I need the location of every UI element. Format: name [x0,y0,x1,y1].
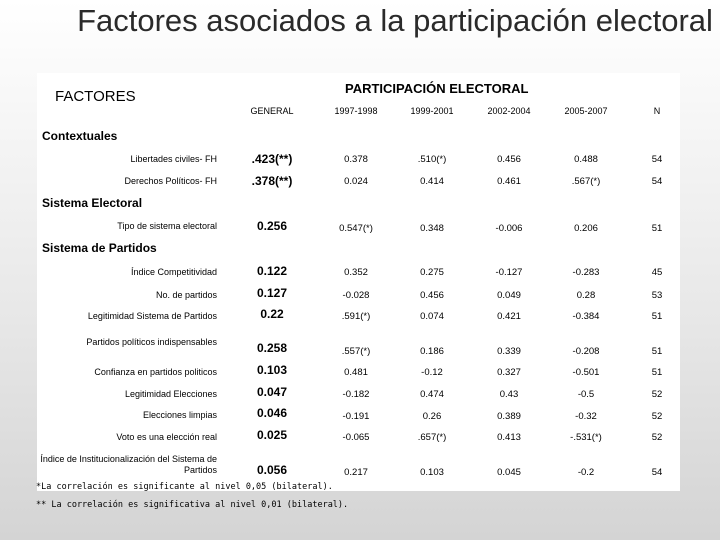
row-label: Voto es una elección real [116,432,217,442]
value-1997-1998: 0.352 [344,267,368,278]
value-2005-2007: 0.488 [574,154,598,165]
value-2005-2007: -0.2 [577,467,595,478]
value-2002-2004: 0.339 [497,346,521,357]
row-label: Índice de Institucionalización del Sistema de Partidos [40,454,217,475]
value-1999-2001: 0.074 [420,311,444,322]
value-n: 45 [651,267,663,278]
row-label: Confianza en partidos politicos [94,367,217,377]
value-n: 51 [651,311,663,322]
factores-header: FACTORES [55,88,136,105]
value-2005-2007: -0.384 [572,311,600,322]
value-1997-1998: 0.024 [344,176,368,187]
value-2002-2004: 0.421 [497,311,521,322]
footnote-significance-005: *La correlación es significante al nivel 0,05 (bilateral). [36,482,333,492]
participacion-header: PARTICIPACIÓN ELECTORAL [345,81,529,96]
value-2005-2007: 0.28 [576,290,596,301]
value-2002-2004: 0.456 [497,154,521,165]
col-header-1997-1998: 1997-1998 [334,106,378,116]
value-2005-2007: -.531(*) [570,432,602,443]
row-label: Elecciones limpias [142,410,217,420]
general-value: 0.046 [256,406,288,420]
value-2005-2007: -0.208 [572,346,600,357]
value-1997-1998: .557(*) [341,346,371,357]
general-value: 0.258 [256,341,288,355]
general-value: .378(**) [251,174,293,188]
value-n: 53 [651,290,663,301]
section-sistema-partidos: Sistema de Partidos [42,241,157,255]
value-n: 52 [651,411,663,422]
value-2005-2007: .567(*) [571,176,601,187]
value-2005-2007: -0.5 [577,389,595,400]
value-2005-2007: -0.32 [575,411,597,422]
general-value: 0.047 [256,385,288,399]
section-contextuales: Contextuales [42,129,118,143]
row-label: Libertades civiles- FH [130,154,217,164]
value-1997-1998: -0.182 [342,389,370,400]
value-2002-2004: 0.327 [497,367,521,378]
value-1997-1998: 0.547(*) [339,223,373,234]
col-header-1999-2001: 1999-2001 [410,106,454,116]
row-label: Legitimidad Sistema de Partidos [87,311,217,321]
col-header-2005-2007: 2005-2007 [564,106,608,116]
value-n: 51 [651,346,663,357]
footnote-significance-001: ** La correlación es significativa al nivel 0,01 (bilateral). [36,500,349,510]
row-label: Legitimidad Elecciones [124,389,217,399]
value-2005-2007: 0.206 [574,223,598,234]
value-1999-2001: .657(*) [417,432,447,443]
value-1999-2001: 0.275 [420,267,444,278]
value-n: 52 [651,389,663,400]
row-label: Derechos Políticos- FH [124,176,217,186]
value-2002-2004: -0.127 [495,267,523,278]
slide-title: Factores asociados a la participación electoral [77,3,713,38]
value-2002-2004: -0.006 [495,223,523,234]
value-1999-2001: 0.474 [420,389,444,400]
value-n: 51 [651,223,663,234]
value-1999-2001: -0.12 [421,367,443,378]
value-1999-2001: 0.103 [420,467,444,478]
general-value: 0.22 [260,307,284,321]
col-header-n: N [653,106,661,116]
row-label: Tipo de sistema electoral [117,221,217,231]
value-2002-2004: 0.049 [497,290,521,301]
value-1997-1998: 0.481 [344,367,368,378]
value-1999-2001: 0.348 [420,223,444,234]
col-header-general: GENERAL [250,106,294,116]
value-n: 51 [651,367,663,378]
value-2002-2004: 0.045 [497,467,521,478]
value-n: 54 [651,467,663,478]
general-value: .423(**) [251,152,293,166]
value-1997-1998: -0.191 [342,411,370,422]
section-sistema-electoral: Sistema Electoral [42,196,143,210]
value-1997-1998: -0.065 [342,432,370,443]
value-1997-1998: 0.217 [344,467,368,478]
general-value: 0.122 [256,264,288,278]
value-1999-2001: 0.26 [422,411,442,422]
col-header-2002-2004: 2002-2004 [487,106,531,116]
value-n: 54 [651,176,663,187]
value-2002-2004: 0.413 [497,432,521,443]
general-value: 0.025 [256,428,288,442]
value-2002-2004: 0.461 [497,176,521,187]
value-1999-2001: 0.414 [420,176,444,187]
value-1997-1998: 0.378 [344,154,368,165]
general-value: 0.127 [256,286,288,300]
row-label: No. de partidos [155,290,217,300]
value-1997-1998: .591(*) [341,311,371,322]
value-n: 52 [651,432,663,443]
row-label: Índice Competitividad [130,267,217,277]
general-value: 0.103 [256,363,288,377]
value-1997-1998: -0.028 [342,290,370,301]
value-n: 54 [651,154,663,165]
value-1999-2001: 0.456 [420,290,444,301]
general-value: 0.256 [256,219,288,233]
value-1999-2001: 0.186 [420,346,444,357]
value-1999-2001: .510(*) [417,154,447,165]
value-2002-2004: 0.43 [499,389,519,400]
general-value: 0.056 [256,463,288,477]
row-label: Partidos políticos indispensables [86,337,217,347]
value-2005-2007: -0.501 [572,367,600,378]
correlation-table [37,73,680,491]
value-2002-2004: 0.389 [497,411,521,422]
value-2005-2007: -0.283 [572,267,600,278]
